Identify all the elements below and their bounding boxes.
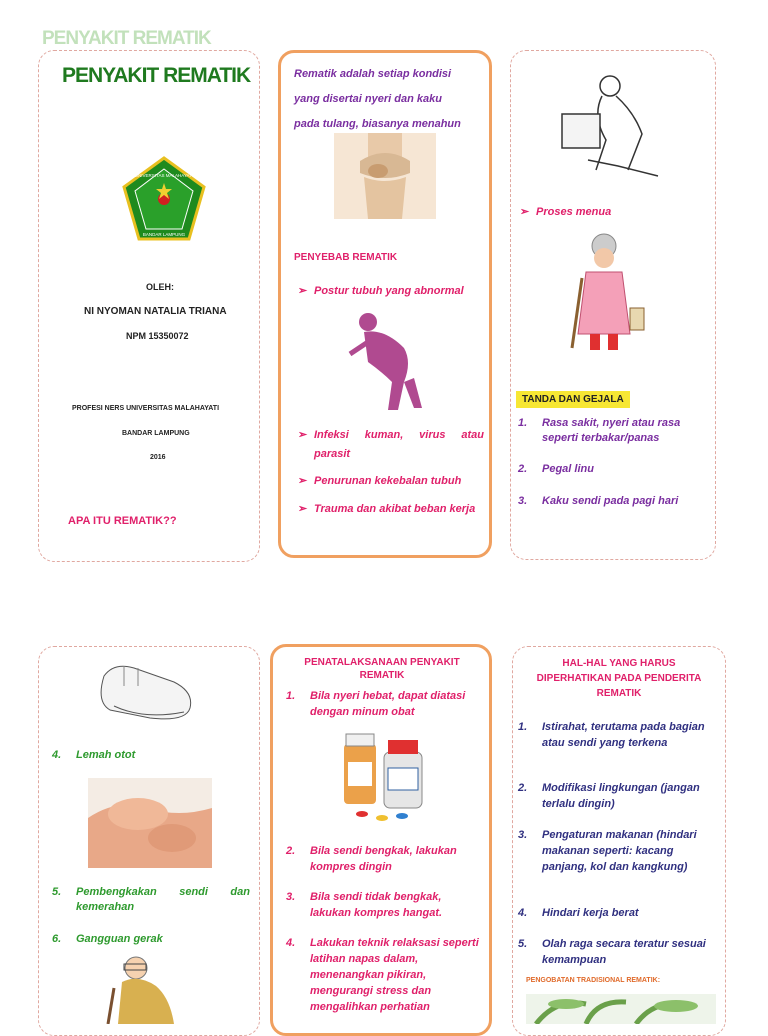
aging-label: ➢ Proses menua xyxy=(520,205,700,220)
sign-item: 2. Pegal linu xyxy=(518,463,594,475)
note-item: 4. Hindari kerja berat xyxy=(518,907,639,919)
sign-item: 4. Lemah otot xyxy=(52,749,136,761)
sign-item: 5. Pembengkakan sendi dan kemerahan xyxy=(52,886,250,913)
note-item: 2. Modifikasi lingkungan (jangan terlalu dingin) xyxy=(518,782,700,810)
treatment-item: 2. Bila sendi bengkak, lakukan kompres dingin xyxy=(286,845,457,873)
note-item: 3. Pengaturan makanan (hindari makanan seperti: kacang panjang, kol dan kangkung) xyxy=(518,829,697,873)
definition-line: Rematik adalah setiap kondisi xyxy=(294,68,452,80)
question-heading: APA ITU REMATIK?? xyxy=(68,515,177,527)
bent-posture-figure xyxy=(344,308,430,416)
author-name: NI NYOMAN NATALIA TRIANA xyxy=(84,306,227,317)
knee-joint-image xyxy=(334,133,436,219)
treatment-title: PENATALAKSANAAN PENYAKIT REMATIK xyxy=(304,657,460,681)
hand-massage-image xyxy=(88,778,212,868)
year: 2016 xyxy=(150,454,166,461)
herbal-title: PENGOBATAN TRADISIONAL REMATIK: xyxy=(526,977,661,984)
cause-item: ➢ Penurunan kekebalan tubuh xyxy=(298,474,484,489)
note-item: 5. Olah raga secara teratur sesuai kemampuan xyxy=(518,938,706,966)
elderly-woman-figure xyxy=(556,228,652,358)
definition-line: yang disertai nyeri dan kaku xyxy=(294,93,442,105)
sign-item: 1. Rasa sakit, nyeri atau rasa seperti terbakar/panas xyxy=(518,417,681,444)
herbal-plant-image xyxy=(526,994,716,1024)
medicine-bottles-image xyxy=(336,732,438,826)
cause-item: ➢ Trauma dan akibat beban kerja xyxy=(298,500,484,519)
treatment-item: 1. Bila nyeri hebat, dapat diatasi dengan minum obat xyxy=(286,690,466,718)
man-lifting-box-figure xyxy=(558,70,672,182)
university-logo xyxy=(118,155,210,247)
definition-line: pada tulang, biasanya menahun xyxy=(294,118,461,130)
logo-bottom-text: BANDAR LAMPUNG xyxy=(142,232,186,237)
ghost-title: PENYAKIT REMATIK xyxy=(42,28,211,49)
sign-item: 6. Gangguan gerak xyxy=(52,933,163,945)
treatment-item: 4. Lakukan teknik relaksasi seperti latihan napas dalam, menenangkan pikiran, mengurangi stress dan mengalihkan perhatian xyxy=(286,937,479,1013)
note-item: 1. Istirahat, terutama pada bagian atau sendi yang terkena xyxy=(518,721,705,749)
logo-top-text: UNIVERSITAS MALAHAYATI xyxy=(134,173,194,178)
cause-item: ➢ Infeksi kuman, virus atau parasit xyxy=(298,426,484,464)
notes-title: HAL-HAL YANG HARUS DIPERHATIKAN PADA PENDERITA REMATIK xyxy=(536,658,702,699)
definition-text xyxy=(294,62,484,137)
causes-title: PENYEBAB REMATIK xyxy=(294,252,398,263)
city: BANDAR LAMPUNG xyxy=(122,430,190,437)
signs-title: TANDA DAN GEJALA xyxy=(516,391,630,408)
elderly-man-figure xyxy=(98,954,198,1024)
cause-item: ➢ Postur tubuh yang abnormal xyxy=(298,284,484,299)
page-title: PENYAKIT REMATIK xyxy=(62,64,251,87)
treatment-item: 3. Bila sendi tidak bengkak, lakukan kompres hangat. xyxy=(286,891,443,919)
by-label: OLEH: xyxy=(146,282,174,292)
institution: PROFESI NERS UNIVERSITAS MALAHAYATI xyxy=(72,405,220,412)
feet-sketch xyxy=(94,656,200,728)
npm: NPM 15350072 xyxy=(126,331,189,341)
sign-item: 3. Kaku sendi pada pagi hari xyxy=(518,495,679,507)
